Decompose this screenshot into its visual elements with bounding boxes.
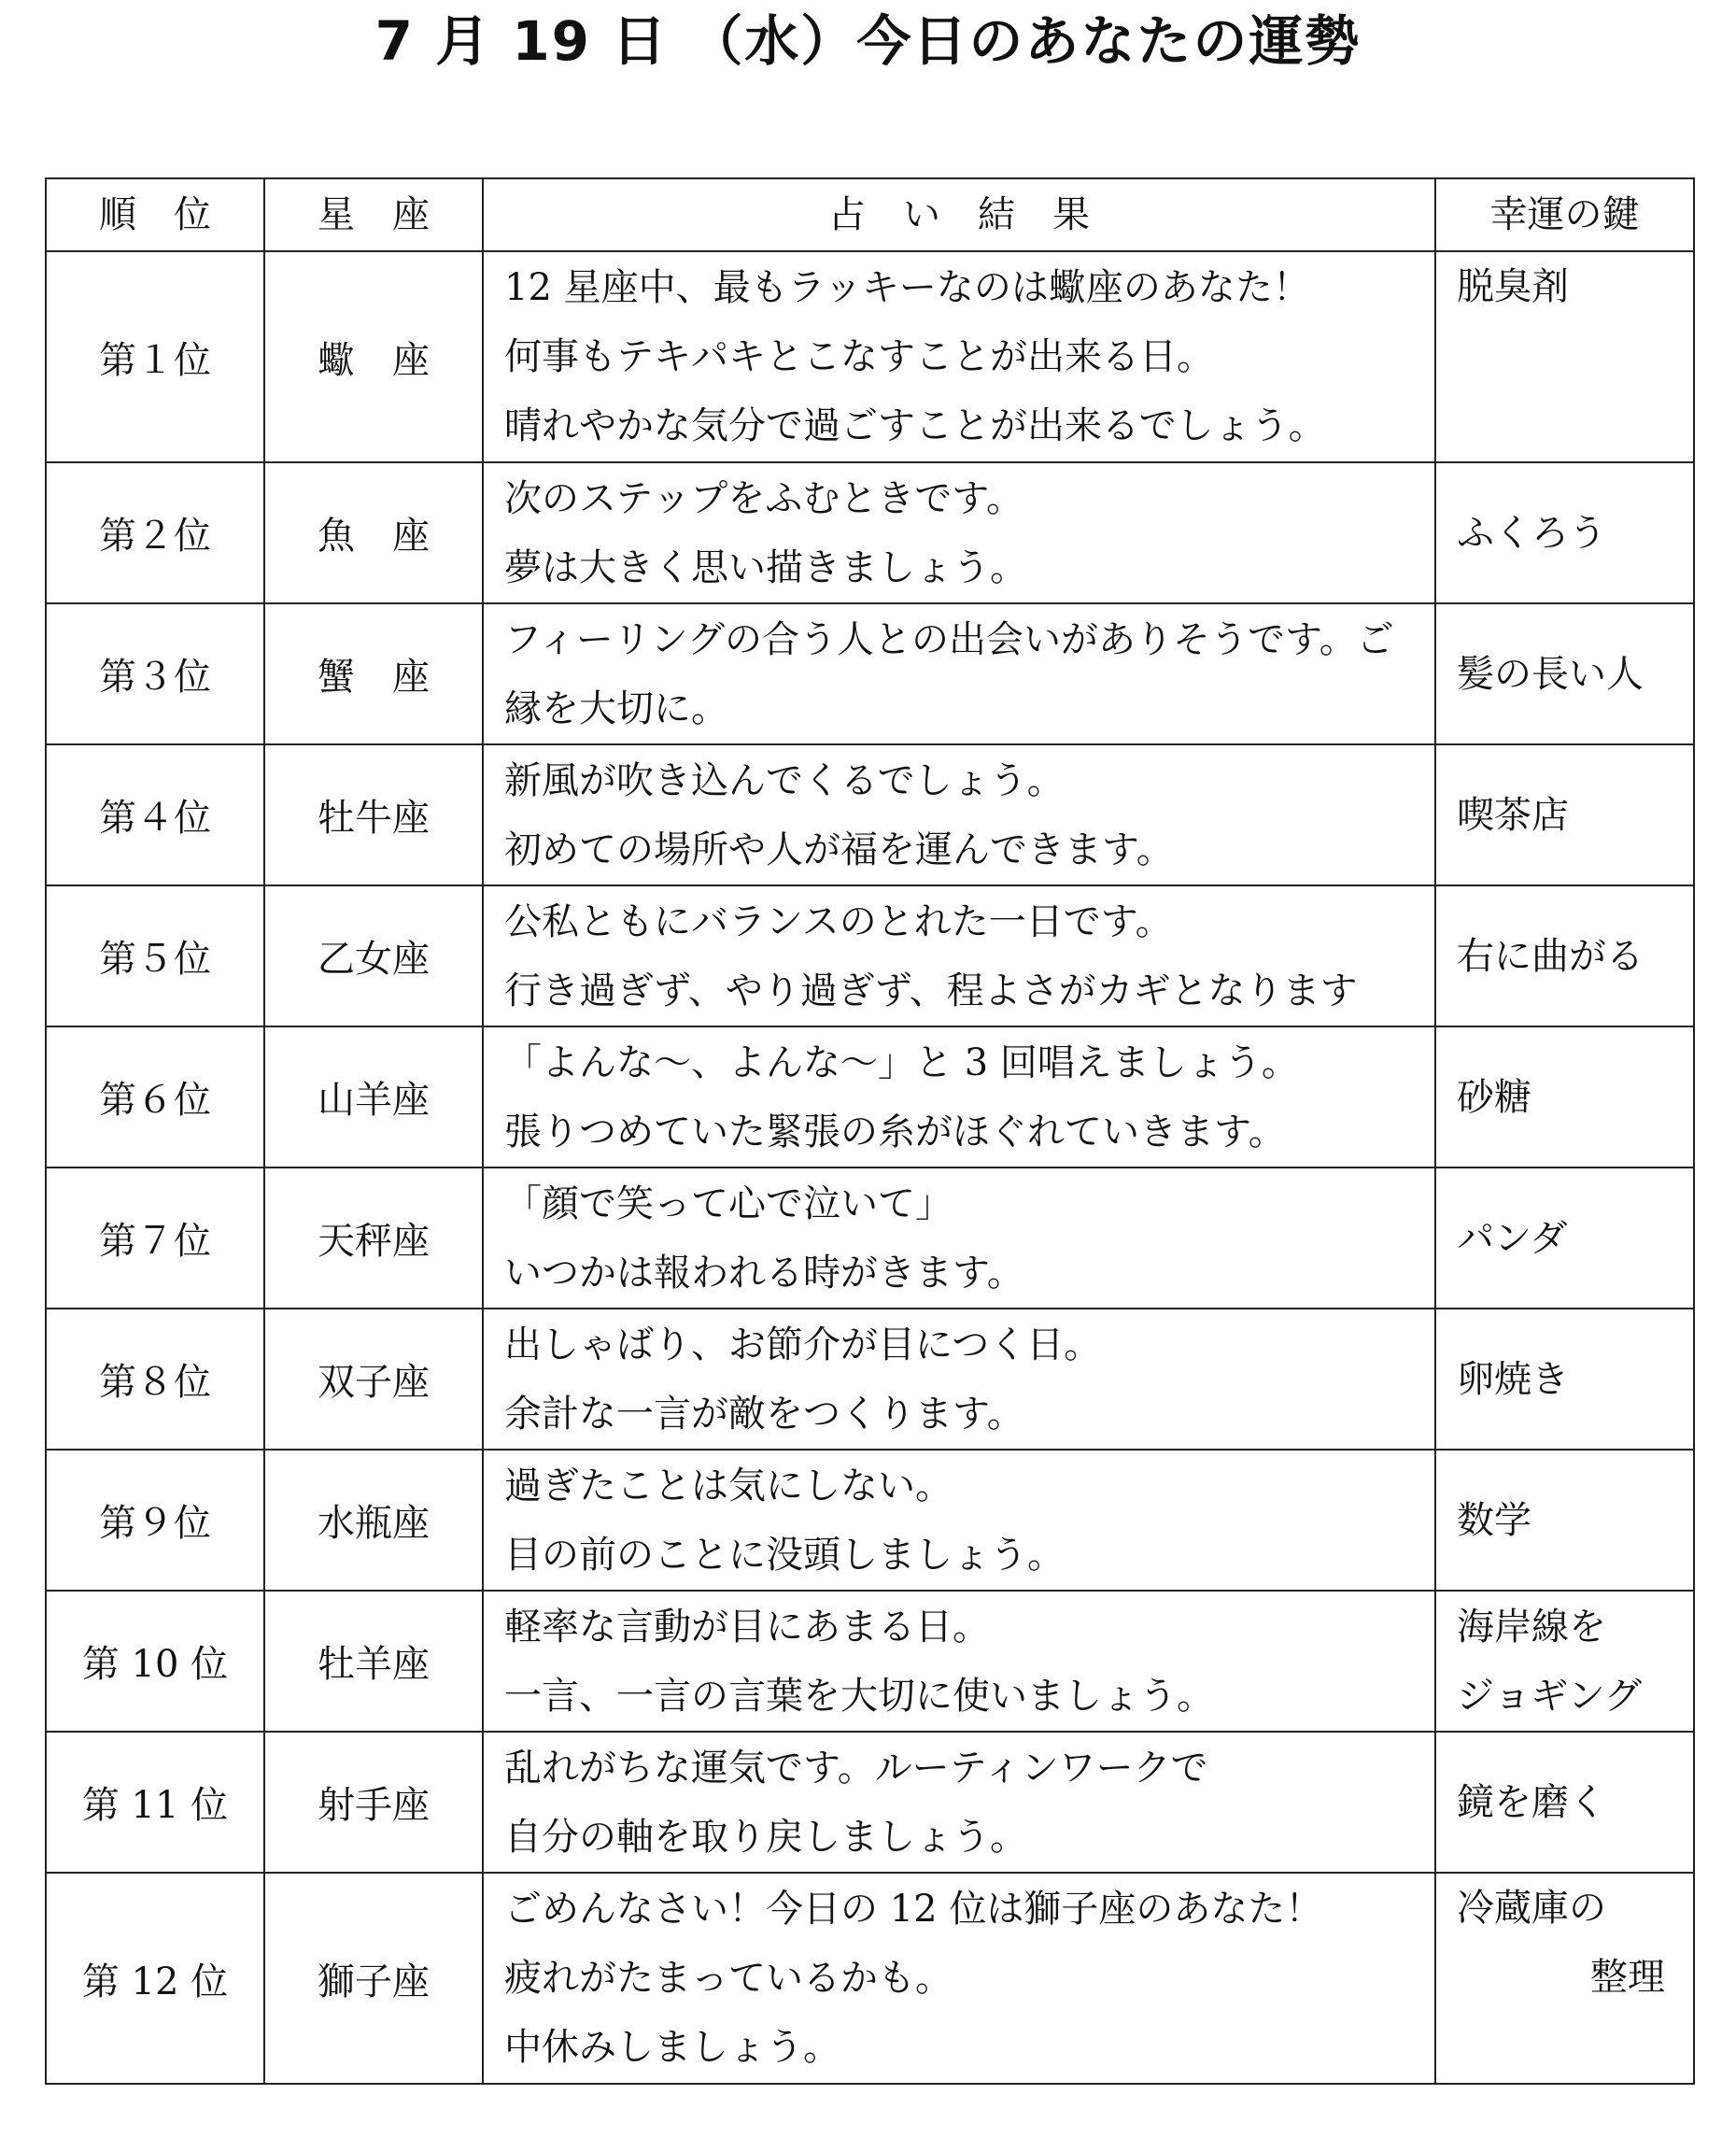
table-row [46,1168,1694,1309]
table-row [46,1450,1694,1591]
lucky-key-cell [1435,1309,1694,1450]
lucky-key-line: 右に曲がる [1457,934,1644,978]
result-line: フィーリングの合う人との出会いがありそうです。ご縁を大切に。 [504,617,1394,730]
lucky-key-line: 数学 [1457,1498,1531,1542]
lucky-key-line: パンダ [1457,1216,1568,1260]
table-row [46,1026,1694,1168]
rank-cell: 第４位 [46,744,264,885]
sign-cell: 獅子座 [264,1873,483,2084]
rank-column-header: 順 位 [46,178,264,251]
lucky-key-cell [1435,1168,1694,1309]
result-line: 出しゃばり、お節介が目につく日。 [504,1323,1102,1366]
lucky-key-line: 卵焼き [1457,1357,1569,1401]
result-line: 次のステップをふむときです。 [504,476,1023,520]
result-line: 公私ともにバランスのとれた一日です。 [504,899,1173,943]
table-row [46,1591,1694,1732]
sign-cell: 水瓶座 [264,1450,483,1591]
lucky-key-cell [1435,462,1694,603]
lucky-key-cell [1435,1450,1694,1591]
lucky-key-line: 鏡を磨く [1457,1780,1606,1824]
rank-cell: 第３位 [46,603,264,744]
result-line: 「よんな～、よんな～」と 3 回唱えましょう。 [504,1040,1299,1084]
rank-cell: 第 12 位 [46,1873,264,2084]
table-row [46,1732,1694,1873]
sign-cell: 牡牛座 [264,744,483,885]
table-row [46,462,1694,603]
result-line: 夢は大きく思い描きましょう。 [504,545,1027,589]
result-cell [483,1732,1435,1873]
result-line: 何事もテキパキとこなすことが出来る日。 [504,335,1214,378]
result-cell [483,1450,1435,1591]
result-line: 疲れがたまっているかも。 [504,1957,953,2000]
sign-cell: 蟹 座 [264,603,483,744]
lucky-key-line: ふくろう [1457,511,1606,555]
result-cell [483,603,1435,744]
result-line: 行き過ぎず、やり過ぎず、程よさがカギとなります [504,969,1358,1012]
sign-cell: 山羊座 [264,1026,483,1168]
fortune-ranking-table [45,177,1695,2085]
lucky-key-cell [1435,251,1694,462]
rank-cell: 第 10 位 [46,1591,264,1732]
sign-column-header: 星 座 [264,178,483,251]
table-row [46,885,1694,1026]
result-line: 「顔で笑って心で泣いて」 [504,1182,953,1225]
result-cell [483,885,1435,1026]
result-line: 張りつめていた緊張の糸がほぐれていきます。 [504,1110,1286,1153]
result-line: 初めての場所や人が福を運んできます。 [504,828,1174,871]
rank-cell: 第６位 [46,1026,264,1168]
lucky-key-line: 喫茶店 [1457,793,1569,837]
lucky-key-cell [1435,885,1694,1026]
sign-cell: 牡羊座 [264,1591,483,1732]
sign-cell: 射手座 [264,1732,483,1873]
result-cell [483,1309,1435,1450]
result-line: ごめんなさい！今日の 12 位は獅子座のあなた！ [504,1888,1323,1931]
lucky-key-line: 砂糖 [1457,1075,1531,1119]
result-line: 12 星座中、最もラッキーなのは蠍座のあなた！ [504,266,1310,309]
result-cell [483,462,1435,603]
table-row [46,251,1694,462]
rank-cell: 第 11 位 [46,1732,264,1873]
table-row [46,744,1694,885]
table-row [46,1873,1694,2084]
rank-cell: 第５位 [46,885,264,1026]
result-line: いつかは報われる時がきます。 [504,1251,1024,1295]
lucky-key-cell [1435,1873,1694,2084]
lucky-key-cell [1435,1732,1694,1873]
rank-cell: 第１位 [46,251,264,462]
rank-cell: 第９位 [46,1450,264,1591]
result-cell [483,744,1435,885]
result-line: 軽率な言動が目にあまる日。 [504,1605,990,1649]
lucky-key-line: 海岸線を [1457,1605,1606,1649]
result-line: 一言、一言の言葉を大切に使いましょう。 [504,1674,1214,1718]
result-column-header: 占 い 結 果 [483,178,1435,251]
lucky-key-line: 髪の長い人 [1457,652,1644,696]
lucky-key-line: 冷蔵庫の [1457,1887,1606,1930]
table-row [46,603,1694,744]
result-line: 新風が吹き込んでくるでしょう。 [504,758,1065,802]
table-row [46,1309,1694,1450]
result-line: 余計な一言が敵をつくります。 [504,1392,1024,1436]
lucky-key-line: 脱臭剤 [1457,265,1569,308]
result-line: 中休みしましょう。 [504,2026,840,2069]
lucky-key-cell [1435,603,1694,744]
result-line: 晴れやかな気分で過ごすことが出来るでしょう。 [504,404,1326,447]
lucky-key-cell [1435,1026,1694,1168]
lucky-key-line: ジョギング [1457,1674,1642,1718]
result-line: 目の前のことに没頭しましょう。 [504,1533,1065,1577]
lucky-key-cell [1435,744,1694,885]
sign-cell: 天秤座 [264,1168,483,1309]
sign-cell: 魚 座 [264,462,483,603]
sign-cell: 乙女座 [264,885,483,1026]
result-cell [483,1026,1435,1168]
lucky-key-line: 整理 [1590,1956,1665,1999]
page-title: 7 月 19 日 （水）今日のあなたの運勢 [374,9,1362,73]
sign-cell: 双子座 [264,1309,483,1450]
lucky-key-cell [1435,1591,1694,1732]
rank-cell: 第８位 [46,1309,264,1450]
result-line: 自分の軸を取り戻しましょう。 [504,1815,1027,1859]
result-line: 過ぎたことは気にしない。 [504,1464,953,1507]
result-cell [483,1168,1435,1309]
table-header-row [46,178,1694,251]
lucky-key-column-header: 幸運の鍵 [1435,178,1694,251]
result-cell [483,1591,1435,1732]
result-line: 乱れがちな運気です。ルーティンワークで [504,1746,1208,1790]
result-cell [483,1873,1435,2084]
sign-cell: 蠍 座 [264,251,483,462]
result-cell [483,251,1435,462]
rank-cell: 第７位 [46,1168,264,1309]
rank-cell: 第２位 [46,462,264,603]
